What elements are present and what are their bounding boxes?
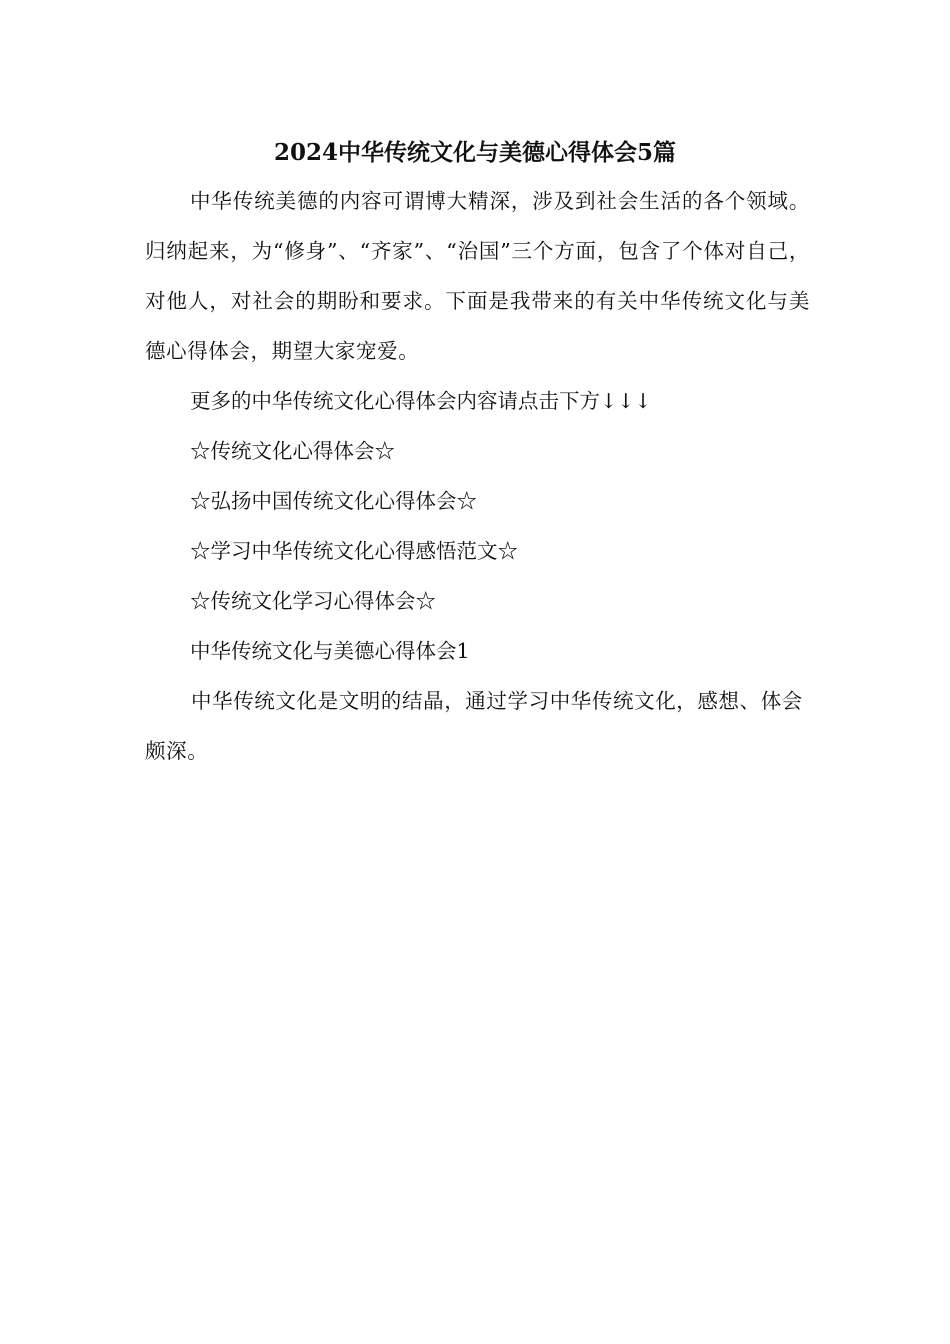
link-study-insights[interactable]: ☆学习中华传统文化心得感悟范文☆ bbox=[190, 539, 518, 563]
intro-paragraph: 中华传统美德的内容可谓博大精深，涉及到社会生活的各个领域。归纳起来，为“修身”、“齐家”、“治国”三个方面，包含了个体对自己，对他人，对社会的期盼和要求。下面是我带来的有关中华传统文化与美德心得体会，期望大家宠爱。 bbox=[145, 189, 810, 363]
link-traditional-culture[interactable]: ☆传统文化心得体会☆ bbox=[190, 439, 395, 463]
link-promote-chinese-culture[interactable]: ☆弘扬中国传统文化心得体会☆ bbox=[190, 489, 477, 513]
more-content-line: 更多的中华传统文化心得体会内容请点击下方↓↓↓ bbox=[190, 389, 652, 413]
document-title: 2024中华传统文化与美德心得体会5篇 bbox=[273, 139, 677, 166]
section-paragraph: 中华传统文化是文明的结晶，通过学习中华传统文化，感想、体会颇深。 bbox=[145, 689, 803, 763]
section-heading: 中华传统文化与美德心得体会1 bbox=[190, 639, 470, 663]
link-culture-study[interactable]: ☆传统文化学习心得体会☆ bbox=[190, 589, 436, 613]
